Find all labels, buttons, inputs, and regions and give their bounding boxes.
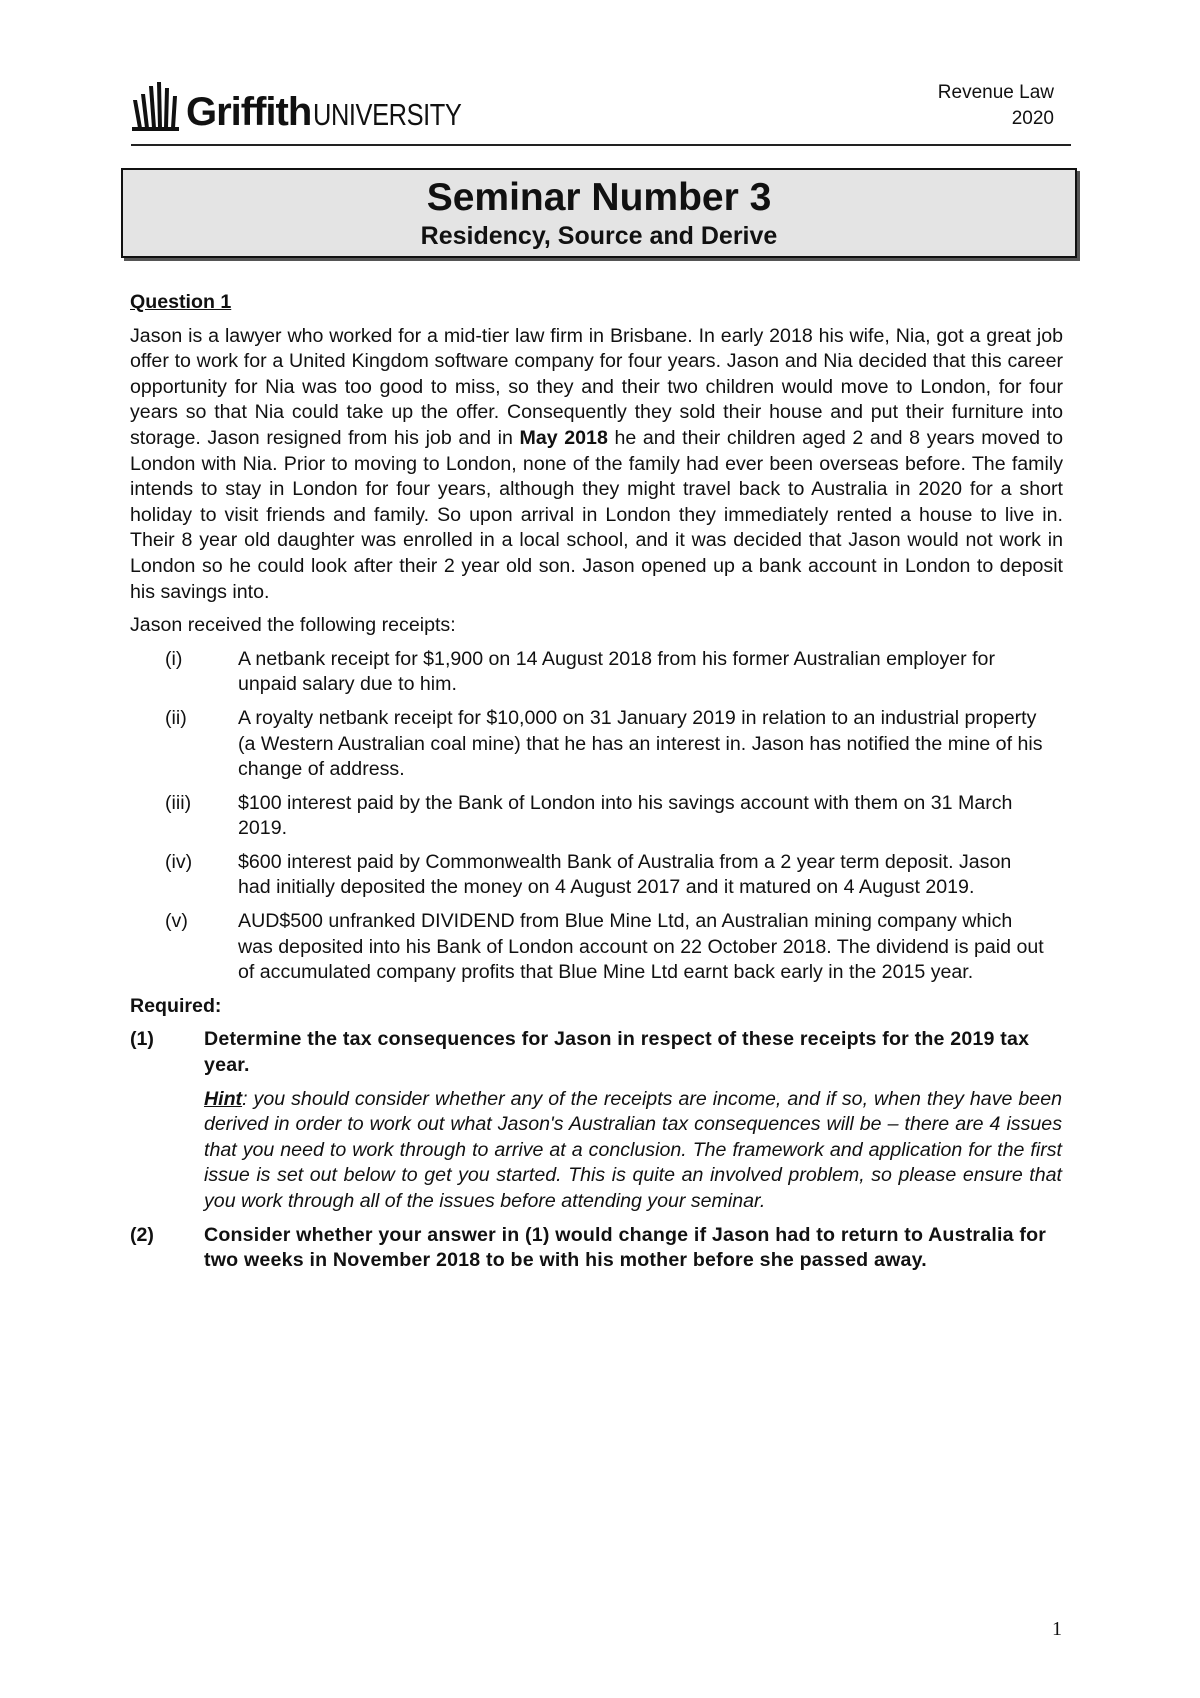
list-item-number: (iii) [165, 791, 192, 814]
list-item-number: (i) [165, 647, 183, 670]
requirement-text: Consider whether your answer in (1) would change if Jason had to return to Australia for two weeks in November 2018 to be with his mother before she passed away. [204, 1223, 1047, 1272]
requirement-number: (1) [130, 1028, 154, 1051]
list-item-text: A royalty netbank receipt for $10,000 on 31 January 2019 in relation to an industrial property (a Western Australian coal mine) that he has an interest in. Jason has notified the mine of his change of address. [238, 706, 1043, 781]
scenario-date-bold: May 2018 [519, 426, 608, 449]
list-item-text: AUD$500 unfranked DIVIDEND from Blue Mine Ltd, an Australian mining company which was deposited into his Bank of London account on 22 October 2018. The dividend is paid out of accumulated company profits that Blue Mine Ltd earnt back early in the 2015 year. [238, 910, 1044, 984]
requirement-text: Determine the tax consequences for Jason in respect of these receipts for the 2019 tax year. [204, 1028, 1030, 1077]
list-item-text: $100 interest paid by the Bank of London into his savings account with them on 31 March 2019. [238, 791, 1013, 840]
course-name: Revenue Law [937, 82, 1054, 103]
receipts-list [130, 647, 1063, 986]
list-item [130, 791, 1063, 842]
hint-text: : you should consider whether any of the receipts are income, and if so, when they have been derived in order to work out what Jason's Australian tax consequences will be – there are 4 issues that you need to work through to arrive at a conclusion. The framework and application for the first issue is set out below to get you started. This is quite an involved problem, so please ensure that you work through all of the issues before attending your seminar. [204, 1087, 1062, 1212]
question-content [130, 290, 1063, 1282]
requirement-2 [130, 1223, 1063, 1274]
griffith-logo [130, 72, 494, 132]
list-item [130, 909, 1063, 986]
list-item [130, 706, 1063, 783]
requirement-number: (2) [130, 1223, 154, 1246]
title-box [121, 168, 1077, 258]
page-subtitle: Residency, Source and Derive [420, 222, 778, 250]
list-item [130, 647, 1063, 698]
griffith-emblem-icon [130, 80, 182, 132]
hint-paragraph [204, 1087, 1062, 1215]
logo-wordmark-bold: Griffith [186, 90, 312, 134]
list-item-text: A netbank receipt for $1,900 on 14 August 2018 from his former Australian employer for unpaid salary due to him. [238, 647, 995, 696]
hint-label: Hint [204, 1087, 243, 1110]
header-rule [131, 144, 1071, 146]
list-item-number: (iv) [165, 850, 193, 873]
list-item [130, 850, 1063, 901]
page-number: 1 [1052, 1618, 1062, 1640]
course-year: 2020 [1011, 108, 1054, 129]
logo-wordmark-light: UNIVERSITY [313, 97, 462, 132]
required-heading: Required: [130, 994, 222, 1017]
scenario-paragraph [130, 324, 1063, 606]
question-heading: Question 1 [130, 291, 232, 313]
list-item-number: (v) [165, 910, 188, 933]
scenario-text-a: Jason is a lawyer who worked for a mid-tier law firm in Brisbane. In early 2018 his wife, Nia, got a great job offer to work for a United Kingdom software company for four years. Jason and Nia decided that this career opportunity for Nia was too good to miss, so they and their two children would move to London, for four years so that Nia could take up the offer. Consequently they sold their house and put their furniture into storage. Jason resigned from his job and in [130, 324, 1063, 449]
course-info [938, 80, 1054, 132]
receipts-intro: Jason received the following receipts: [130, 614, 456, 637]
page-title: Seminar Number 3 [426, 176, 772, 219]
list-item-text: $600 interest paid by Commonwealth Bank of Australia from a 2 year term deposit. Jason had initially deposited the money on 4 August 2017 and it matured on 4 August 2019. [238, 850, 1012, 899]
list-item-number: (ii) [165, 706, 187, 729]
requirement-1 [130, 1027, 1063, 1214]
scenario-text-b: he and their children aged 2 and 8 years moved to London with Nia. Prior to moving to London, none of the family had ever been overseas before. The family intends to stay in London for four years, although they might travel back to Australia in 2020 for a short holiday to visit friends and family. So upon arrival in London they immediately rented a house to live in. Their 8 year old daughter was enrolled in a local school, and it was decided that Jason would not work in London so he could look after their 2 year old son. Jason opened up a bank account in London to deposit his savings into. [130, 426, 1063, 603]
